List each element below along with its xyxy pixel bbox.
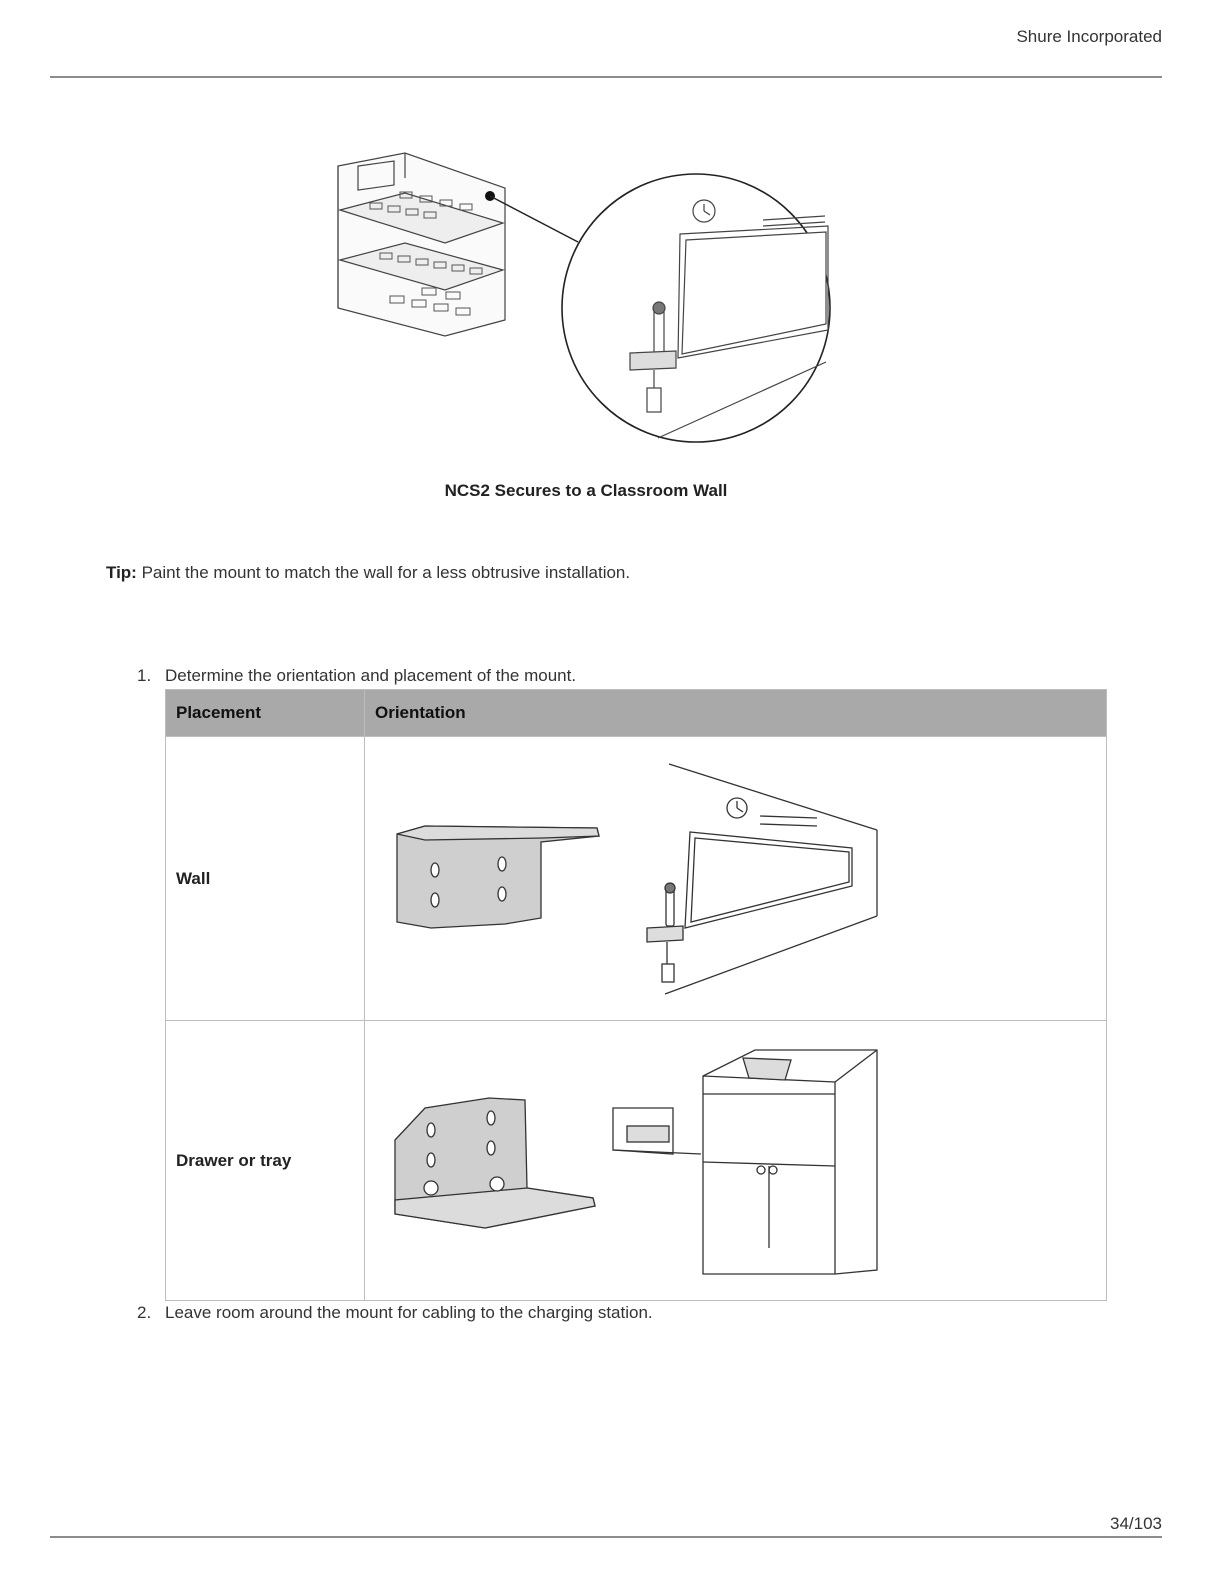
column-header-orientation: Orientation <box>365 690 1107 737</box>
step-text: Leave room around the mount for cabling to the charging station. <box>165 1303 653 1322</box>
figure-caption: NCS2 Secures to a Classroom Wall <box>444 481 728 500</box>
table-header-row <box>166 690 1107 737</box>
step-2 <box>137 1303 653 1323</box>
table-row <box>166 737 1107 1021</box>
step-1 <box>137 666 576 686</box>
page-number: 34/103 <box>1110 1514 1162 1533</box>
tray-mount-illustration <box>365 1022 1105 1300</box>
step-number: 2. <box>137 1303 152 1322</box>
orientation-table <box>165 689 1107 1301</box>
tip-note <box>106 563 630 583</box>
placement-cell: Wall <box>166 737 365 1021</box>
step-text: Determine the orientation and placement of the mount. <box>165 666 577 685</box>
placement-cell: Drawer or tray <box>166 1021 365 1301</box>
step-number: 1. <box>137 666 152 685</box>
classroom-building-figure <box>330 148 840 450</box>
tip-text: Paint the mount to match the wall for a less obtrusive installation. <box>136 563 631 582</box>
orientation-cell <box>365 1021 1107 1301</box>
wall-mount-illustration <box>365 738 1105 1020</box>
footer-divider <box>50 1536 1162 1538</box>
column-header-placement: Placement <box>166 690 365 737</box>
classroom-illustration <box>330 148 840 450</box>
orientation-cell <box>365 737 1107 1021</box>
header-company: Shure Incorporated <box>1016 27 1162 46</box>
header-divider <box>50 76 1162 78</box>
tip-label: Tip: <box>106 563 137 582</box>
table-row <box>166 1021 1107 1301</box>
